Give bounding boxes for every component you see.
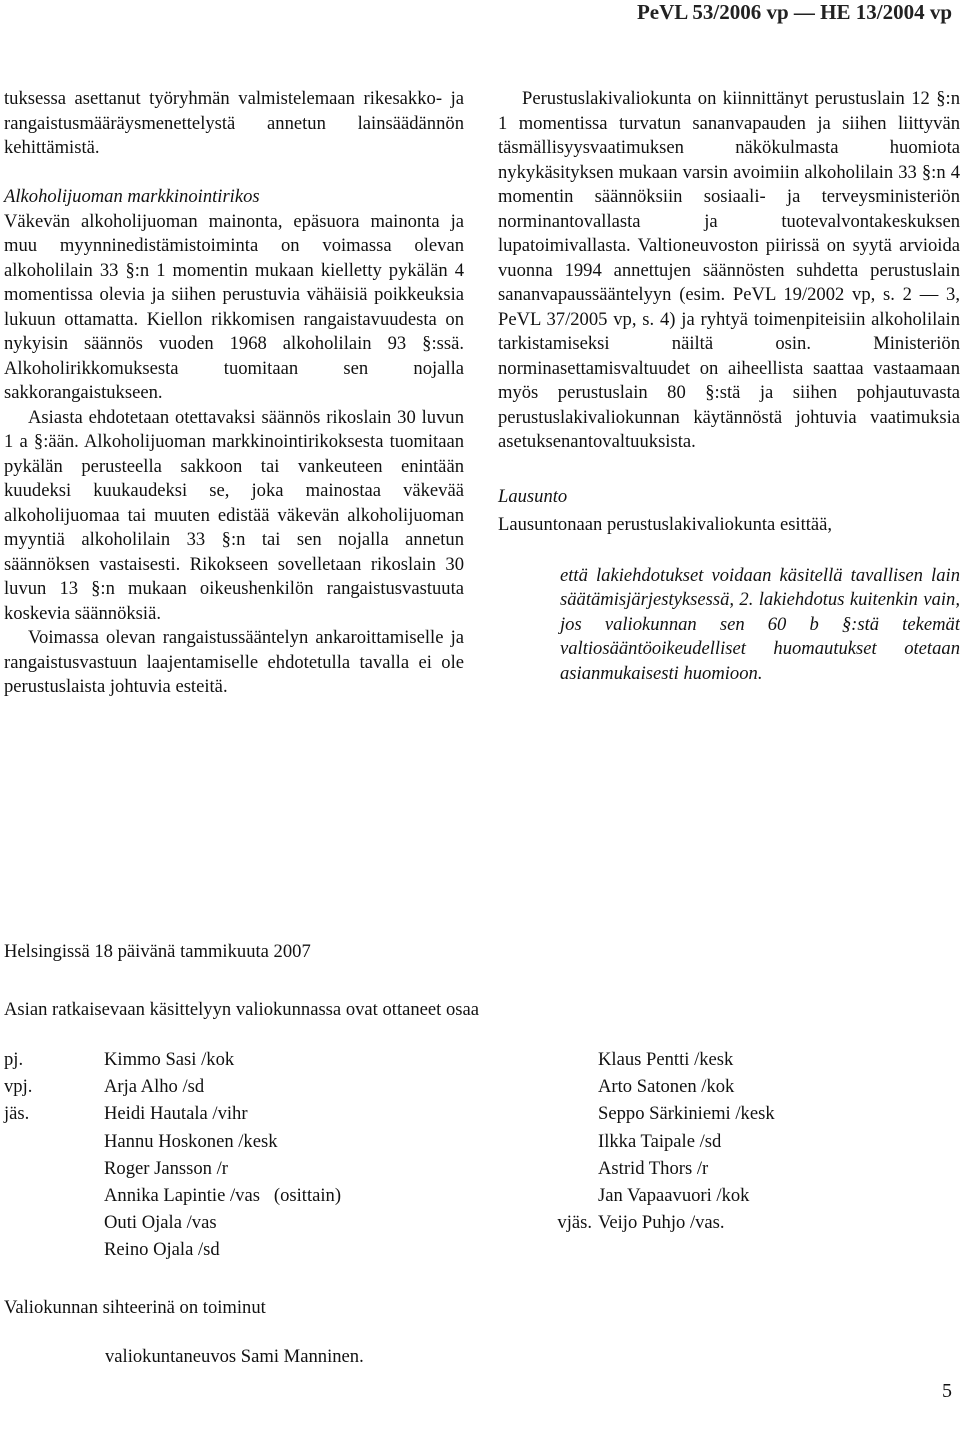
member-row: [492, 1046, 775, 1073]
member-name: Veijo Puhjo /vas.: [598, 1212, 725, 1234]
member-row: [4, 1100, 341, 1127]
page-number: 5: [942, 1380, 952, 1402]
member-role: [492, 1128, 592, 1155]
member-row: [4, 1155, 341, 1182]
member-role: [492, 1182, 592, 1209]
members-list-right: [492, 1046, 775, 1236]
member-name: Outi Ojala /vas: [104, 1212, 217, 1234]
member-name: Seppo Särkiniemi /kesk: [598, 1103, 775, 1125]
member-role: [4, 1209, 104, 1236]
attendance-line: Asian ratkaisevaan käsittelyyn valiokunnassa ovat ottaneet osaa: [4, 999, 480, 1020]
member-role: [492, 1046, 592, 1073]
member-role: [4, 1182, 104, 1209]
member-name: Reino Ojala /sd: [104, 1239, 220, 1261]
member-row: [492, 1155, 775, 1182]
member-role: [4, 1236, 104, 1263]
left-column: [4, 87, 464, 700]
member-name: Annika Lapintie /vas (osittain): [104, 1185, 342, 1207]
member-role: [4, 1128, 104, 1155]
member-role: pj.: [4, 1049, 24, 1070]
member-role: jäs.: [4, 1103, 30, 1125]
member-name: Heidi Hautala /vihr: [104, 1103, 248, 1125]
member-role: [492, 1155, 592, 1182]
member-name: Roger Jansson /r: [104, 1157, 228, 1179]
secretary-name: valiokuntaneuvos Sami Manninen.: [105, 1346, 364, 1367]
member-row: [492, 1073, 775, 1100]
section-subheading: Alkoholijuoman markkinointirikos: [4, 186, 260, 207]
member-row: [4, 1046, 341, 1073]
member-name: Kimmo Sasi /kok: [104, 1049, 235, 1070]
paragraph: Voimassa olevan rangaistussääntelyn ankaroittamiselle ja rangaistusvastuun laajentamiselle ehdotetulla tavalla ei ole perustuslaista johtuvia esteitä.: [4, 627, 464, 697]
statement-intro: Lausuntonaan perustuslakivaliokunta esittää,: [498, 514, 833, 535]
member-role: [492, 1073, 592, 1100]
statement-quote: [560, 564, 960, 687]
member-role: vjäs.: [557, 1212, 592, 1234]
member-role: [4, 1155, 104, 1182]
member-row: [492, 1209, 775, 1236]
member-name: Astrid Thors /r: [598, 1157, 709, 1179]
member-name: Arja Alho /sd: [104, 1076, 205, 1098]
member-row: [4, 1073, 341, 1100]
member-row: [4, 1209, 341, 1236]
paragraph: Väkevän alkoholijuoman mainonta, epäsuora mainonta ja muu myynninedistämistoiminta on voimassa olevan alkoholilain 33 §:n 1 momentin mukaan kielletty pykälän 4 momentissa olevia ja siihen perustuvia vähäisiä poikkeuksia lukuun ottamatta. Kiellon rikkomisen rangaistavuudesta on nykyisin säännös vuoden 1968 alkoholilain 93 §:ssä. Alkoholirikkomuksesta tuomitaan sen nojalla sakkorangaistukseen.: [4, 210, 464, 403]
members-list-left: [4, 1046, 341, 1264]
member-name: Jan Vapaavuori /kok: [598, 1185, 750, 1207]
member-role: [492, 1100, 592, 1127]
member-row: [4, 1182, 341, 1209]
right-column: [498, 87, 960, 686]
member-row: [4, 1236, 341, 1263]
member-row: [4, 1128, 341, 1155]
member-row: [492, 1100, 775, 1127]
member-name: Klaus Pentti /kesk: [598, 1049, 734, 1070]
dateline: Helsingissä 18 päivänä tammikuuta 2007: [4, 941, 311, 962]
running-header: PeVL 53/2006 vp — HE 13/2004 vp: [636, 0, 952, 24]
member-name: Ilkka Taipale /sd: [598, 1130, 722, 1152]
paragraph: Perustuslakivaliokunta on kiinnittänyt perustuslain 12 §:n 1 momentissa turvatun sananvapauden ja siihen liittyvän täsmällisyysvaatimuksen näkökulmasta huomiota nykykäsityksen mukaan varsin avoimiin alkoholilain 33 §:n 4 momentin säännöksiin sosiaali- ja terveysministeriön norminantovallasta ja tuotevalvontakeskuksen lupatoimivallasta. Valtioneuvoston piirissä on syytä arvioida vuonna 1994 annettujen säännösten suhdetta perustuslain sananvapaussääntelyyn (esim. PeVL 19/2002 vp, s. 2 — 3, PeVL 37/2005 vp, s. 4) ja ryhtyä toimenpiteisiin alkoholilain tarkistamiseksi näiltä osin. Ministeriön norminasettamisvaltuudet on aiheellista saattaa vastaamaan myös perustuslain 80 §:stä ja siihen pohjautuvasta perustuslakivaliokunnan käytännöstä johtuvia vaatimuksia asetuksenantovaltuuksista.: [498, 88, 960, 452]
paragraph: tuksessa asettanut työryhmän valmistelemaan rikesakko- ja rangaistusmääräysmenettelystä annetun lainsäädännön kehittämistä.: [4, 88, 464, 158]
member-name: Hannu Hoskonen /kesk: [104, 1130, 278, 1152]
member-row: [492, 1128, 775, 1155]
paragraph: Asiasta ehdotetaan otettavaksi säännös rikoslain 30 luvun 1 a §:ään. Alkoholijuoman markkinointirikoksesta tuomitaan pykälän perusteella sakkoon tai vankeuteen enintään kuudeksi kuukaudeksi se, joka mainostaa väkevää alkoholijuomaa tai muuten edistää väkevän alkoholijuoman myyntiä alkoholilain 33 §:n tai sen nojalla annetun säännöksen vastaisesti. Rikokseen sovelletaan rikoslain 30 luvun 13 §:n mukaan oikeushenkilön rangaistusvastuuta koskevia säännöksiä.: [4, 406, 464, 624]
statement-text: että lakiehdotukset voidaan käsitellä tavallisen lain säätämisjärjestyksessä, 2. lakiehdotus kuitenkin vain, jos valiokunnan sen 60 b §:stä tekemät valtiosääntöoikeudelliset huomautukset otetaan asianmukaisesti huomioon.: [560, 564, 960, 684]
section-heading-lausunto: Lausunto: [498, 485, 568, 507]
member-name: Arto Satonen /kok: [598, 1076, 735, 1098]
secretary-label: Valiokunnan sihteerinä on toiminut: [4, 1297, 266, 1318]
member-role: vpj.: [4, 1076, 33, 1098]
member-row: [492, 1182, 775, 1209]
